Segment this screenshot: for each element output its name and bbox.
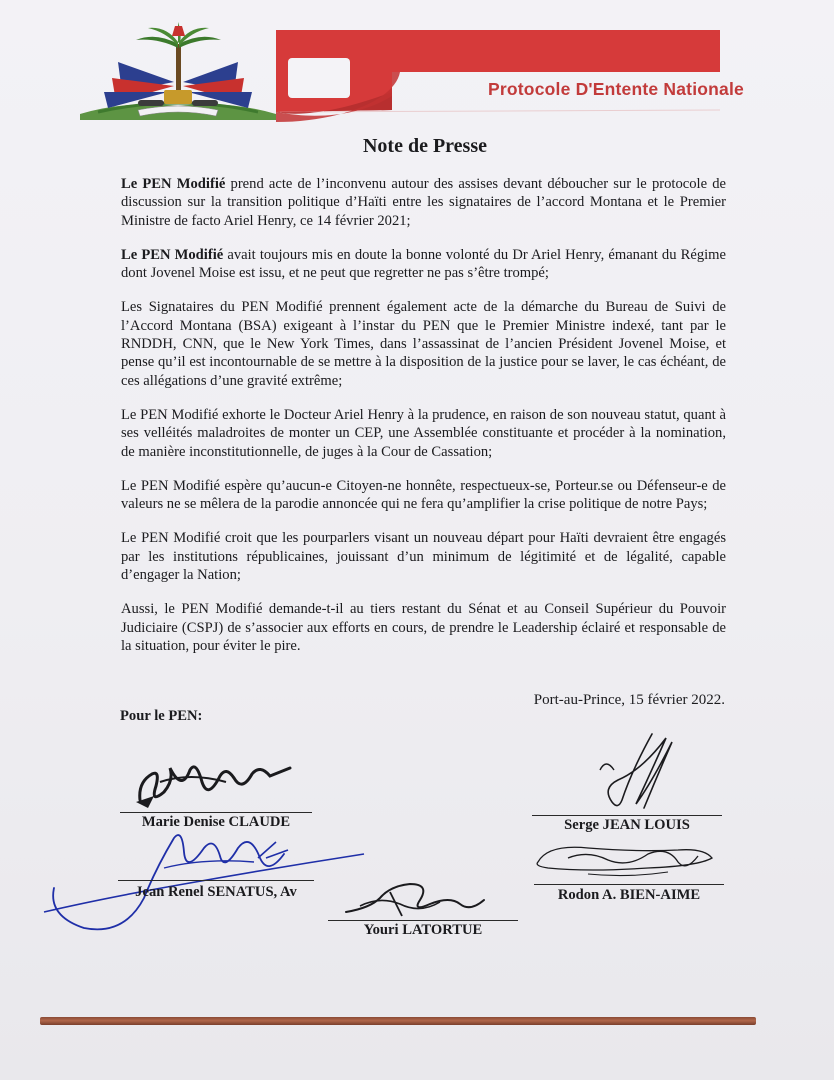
footer-bar bbox=[40, 1017, 756, 1025]
paragraph-text: avait toujours mis en doute la bonne volonté du Dr Ariel Henry, émanant du Régime dont Jovenel Moise est issu, et ne peut que regretter ne pas s’être trompé; bbox=[121, 246, 726, 282]
paragraph-text: Les Signataires du PEN Modifié prennent également acte de la démarche du Bureau de Suivi de l’Accord Montana (BSA) exigeant à l’instar du PEN que le Premier Ministre indexé, tant par le RNDDH, CNN, que le New York Times, dans l’assassinat de l’ancien Président Jovenel Moise, et pense qu’il est incontournable de se mettre à la disposition de la justice pour se laver, le cas échéant, de ces allégations d’une gravité extrême; bbox=[121, 299, 726, 389]
signature-line-latortue bbox=[328, 920, 518, 921]
letterhead bbox=[0, 0, 834, 125]
page-title: Note de Presse bbox=[362, 135, 488, 157]
paragraph-text: prend acte de l’inconvenu autour des assises devant déboucher sur le protocole de discussion sur la transition politique d’Haïti entre les signataires de l’accord Montana et le Premier Ministre de facto Ariel Henry, ce 14 février 2021; bbox=[121, 176, 726, 229]
paragraph-7 bbox=[121, 600, 726, 655]
paragraph-2 bbox=[121, 246, 726, 283]
paragraph-text: Le PEN Modifié croit que les pourparlers visant un nouveau départ pour Haïti devraient être engagés par les institutions républicaines, jouissant d’un minimum de légitimité et de légalité, capable d’engager la Nation; bbox=[121, 530, 726, 584]
signature-line-claude bbox=[120, 812, 312, 813]
signatory-claude: Marie Denise CLAUDE bbox=[141, 814, 291, 830]
paragraph-1 bbox=[121, 175, 726, 230]
paragraph-text: Le PEN Modifié espère qu’aucun-e Citoyen-ne honnête, respectueux-se, Porteur.se ou Défenseur-e de valeurs ne se mêlera de la parodie annoncée qui ne fera qu’amplifier la crise politique de notre Pays; bbox=[121, 477, 726, 513]
paragraph-4 bbox=[121, 406, 726, 461]
press-note-body bbox=[121, 175, 726, 671]
paragraph-lead: Le PEN Modifié bbox=[121, 176, 226, 192]
signature-claude bbox=[130, 752, 310, 812]
date-line: Port-au-Prince, 15 février 2022. bbox=[533, 692, 725, 708]
signature-jean-louis bbox=[592, 730, 682, 816]
haiti-coat-of-arms-icon bbox=[78, 22, 278, 122]
organization-name: Protocole D'Entente Nationale bbox=[488, 79, 744, 99]
signatory-jean-louis: Serge JEAN LOUIS bbox=[564, 817, 690, 833]
paragraph-6 bbox=[121, 529, 726, 584]
signature-bien-aime bbox=[528, 838, 718, 884]
signatory-bien-aime: Rodon A. BIEN-AIME bbox=[557, 887, 701, 903]
signature-line-jean-louis bbox=[532, 815, 722, 816]
signature-latortue bbox=[340, 878, 490, 922]
pour-le-pen-label: Pour le PEN: bbox=[120, 708, 203, 724]
signatory-senatus: Jean Renel SENATUS, Av bbox=[135, 884, 297, 900]
signature-line-bien-aime bbox=[534, 884, 724, 885]
paragraph-text: Le PEN Modifié exhorte le Docteur Ariel Henry à la prudence, en raison de son nouveau statut, quant à ses velléités maladroites de monter un CEP, une Assemblée constituante et procéder à la nomination, de manière inconstitutionnelle, de juges à la Cour de Cassation; bbox=[121, 406, 726, 460]
paragraph-3 bbox=[121, 298, 726, 389]
paragraph-text: Aussi, le PEN Modifié demande-t-il au tiers restant du Sénat et au Conseil Supérieur du Pouvoir Judiciaire (CSPJ) de s’associer aux efforts en cours, de prendre le Leadership éclairé et responsable de la situation, pour éviter le pire. bbox=[121, 601, 726, 654]
paragraph-5 bbox=[121, 477, 726, 514]
paragraph-lead: Le PEN Modifié bbox=[121, 246, 224, 263]
signature-line-senatus bbox=[118, 880, 314, 881]
signatory-latortue: Youri LATORTUE bbox=[363, 922, 483, 938]
